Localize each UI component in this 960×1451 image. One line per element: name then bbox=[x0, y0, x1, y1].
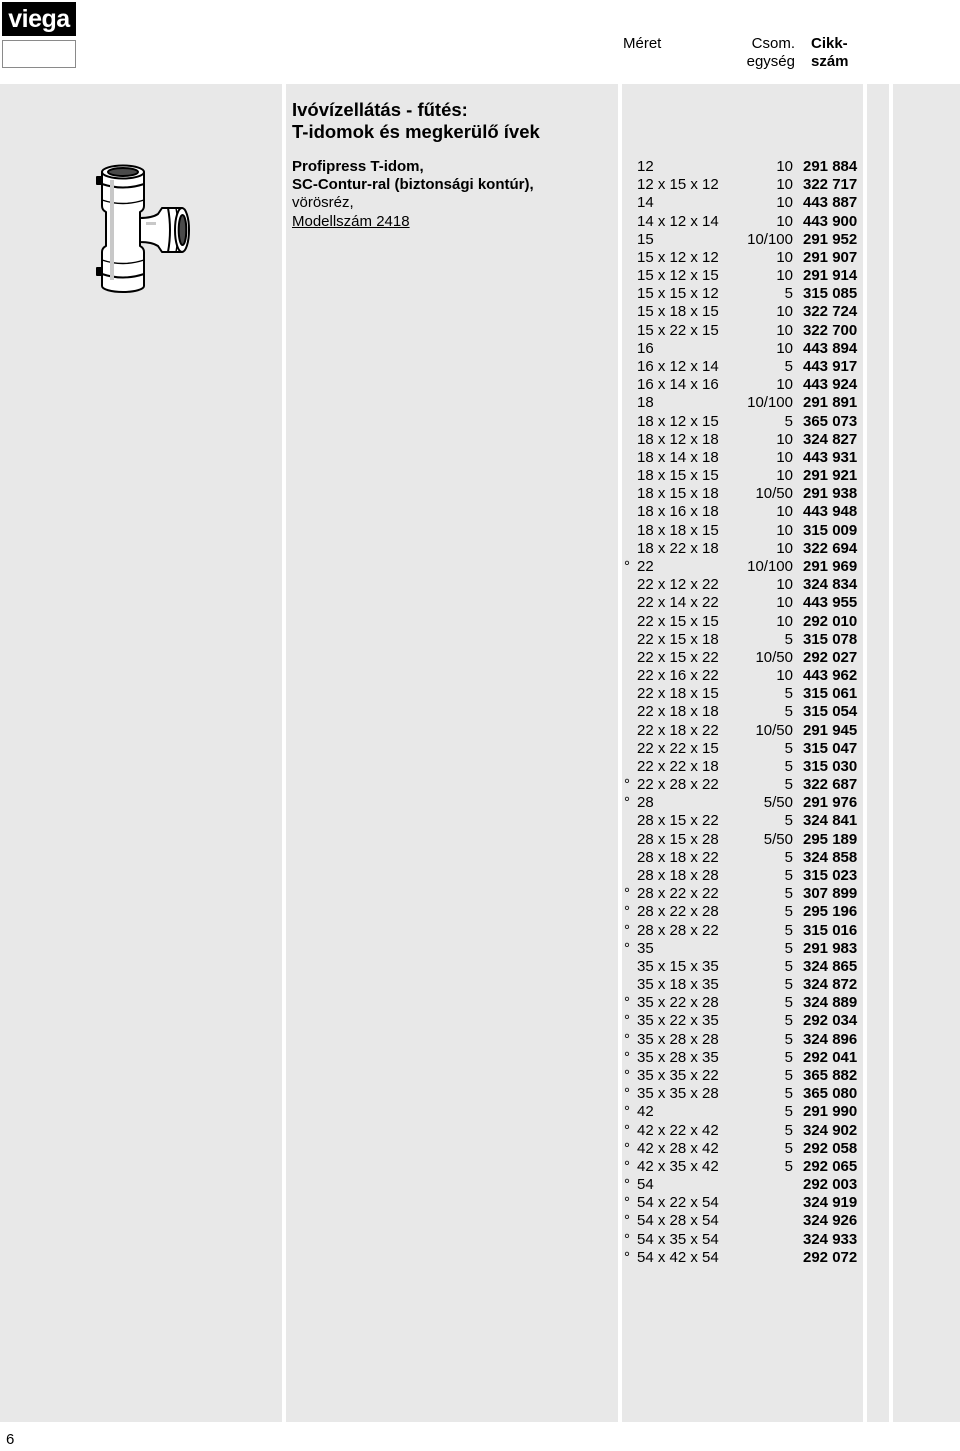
table-row bbox=[620, 703, 862, 721]
table-row bbox=[620, 1049, 862, 1067]
table-row bbox=[620, 231, 862, 249]
size-value: 14 bbox=[637, 194, 654, 212]
table-row bbox=[620, 394, 862, 412]
table-row bbox=[620, 1176, 862, 1194]
pack-unit-value: 5 bbox=[784, 1157, 793, 1175]
pack-unit-value: 5 bbox=[784, 285, 793, 303]
size-value: 54 bbox=[637, 1176, 654, 1194]
table-row bbox=[620, 976, 862, 994]
size-mark: ° bbox=[624, 1230, 630, 1248]
article-number: 291 969 bbox=[803, 557, 858, 575]
article-number: 292 041 bbox=[803, 1048, 858, 1066]
table-row bbox=[620, 631, 862, 649]
size-value: 28 x 15 x 22 bbox=[637, 812, 719, 830]
size-mark: ° bbox=[624, 885, 630, 903]
pack-unit-value: 10/50 bbox=[755, 485, 793, 503]
table-row bbox=[620, 1067, 862, 1085]
article-number: 292 010 bbox=[803, 612, 858, 630]
pack-unit-value: 10 bbox=[776, 539, 793, 557]
size-value: 28 x 15 x 28 bbox=[637, 830, 719, 848]
table-row bbox=[620, 1194, 862, 1212]
table-row bbox=[620, 1122, 862, 1140]
pack-unit-value: 10 bbox=[776, 521, 793, 539]
size-value: 35 bbox=[637, 939, 654, 957]
size-mark: ° bbox=[624, 1048, 630, 1066]
size-value: 42 x 35 x 42 bbox=[637, 1157, 719, 1175]
pack-unit-value: 10 bbox=[776, 503, 793, 521]
table-row bbox=[620, 903, 862, 921]
size-mark: ° bbox=[624, 794, 630, 812]
article-number: 292 034 bbox=[803, 1012, 858, 1030]
table-row bbox=[620, 213, 862, 231]
table-row bbox=[620, 1231, 862, 1249]
size-mark: ° bbox=[624, 1194, 630, 1212]
table-row bbox=[620, 540, 862, 558]
size-mark: ° bbox=[624, 1139, 630, 1157]
table-row bbox=[620, 831, 862, 849]
pack-unit-value: 5 bbox=[784, 776, 793, 794]
pack-unit-value: 10 bbox=[776, 576, 793, 594]
pack-unit-value: 5 bbox=[784, 903, 793, 921]
product-name-line1: Profipress T-idom, bbox=[292, 158, 424, 175]
size-value: 35 x 28 x 28 bbox=[637, 1030, 719, 1048]
size-value: 15 x 18 x 15 bbox=[637, 303, 719, 321]
size-value: 18 x 15 x 15 bbox=[637, 467, 719, 485]
size-value: 35 x 28 x 35 bbox=[637, 1048, 719, 1066]
article-number: 291 976 bbox=[803, 794, 858, 812]
size-value: 22 x 22 x 18 bbox=[637, 757, 719, 775]
size-mark: ° bbox=[624, 1157, 630, 1175]
size-mark: ° bbox=[624, 1176, 630, 1194]
pack-unit-value: 5/50 bbox=[763, 794, 793, 812]
size-value: 14 x 12 x 14 bbox=[637, 212, 719, 230]
size-value: 28 x 28 x 22 bbox=[637, 921, 719, 939]
size-value: 22 x 16 x 22 bbox=[637, 667, 719, 685]
article-number: 322 717 bbox=[803, 176, 858, 194]
table-row bbox=[620, 376, 862, 394]
size-value: 35 x 18 x 35 bbox=[637, 976, 719, 994]
size-value: 54 x 42 x 54 bbox=[637, 1248, 719, 1266]
article-number: 291 938 bbox=[803, 485, 858, 503]
pack-unit-value: 5 bbox=[784, 1048, 793, 1066]
size-mark: ° bbox=[624, 903, 630, 921]
table-row bbox=[620, 594, 862, 612]
pack-unit-value: 5 bbox=[784, 630, 793, 648]
pack-unit-value: 10 bbox=[776, 430, 793, 448]
size-value: 18 x 16 x 18 bbox=[637, 503, 719, 521]
pack-unit-value: 5 bbox=[784, 757, 793, 775]
pack-unit-value: 5 bbox=[784, 739, 793, 757]
table-row bbox=[620, 176, 862, 194]
size-value: 35 x 22 x 35 bbox=[637, 1012, 719, 1030]
article-number: 315 085 bbox=[803, 285, 858, 303]
table-row bbox=[620, 558, 862, 576]
size-mark: ° bbox=[624, 994, 630, 1012]
size-value: 18 x 14 x 18 bbox=[637, 448, 719, 466]
table-row bbox=[620, 740, 862, 758]
article-number: 365 882 bbox=[803, 1067, 858, 1084]
article-number: 295 189 bbox=[803, 830, 858, 848]
article-number: 443 887 bbox=[803, 194, 858, 212]
article-number: 324 926 bbox=[803, 1212, 858, 1230]
pack-unit-value: 10/100 bbox=[747, 394, 793, 412]
section-title bbox=[292, 99, 540, 143]
table-row bbox=[620, 1031, 862, 1049]
table-row bbox=[620, 776, 862, 794]
size-value: 42 bbox=[637, 1103, 654, 1121]
table-row bbox=[620, 249, 862, 267]
table-row bbox=[620, 685, 862, 703]
pack-unit-value: 10 bbox=[776, 594, 793, 612]
article-number: 291 952 bbox=[803, 230, 858, 248]
article-number: 292 065 bbox=[803, 1157, 858, 1175]
article-number: 443 931 bbox=[803, 448, 858, 466]
size-value: 18 x 12 x 18 bbox=[637, 430, 719, 448]
table-row bbox=[620, 194, 862, 212]
pack-unit-value: 10 bbox=[776, 212, 793, 230]
size-value: 22 x 18 x 15 bbox=[637, 685, 719, 703]
pack-unit-value: 5 bbox=[784, 1012, 793, 1030]
pack-unit-value: 5 bbox=[784, 685, 793, 703]
article-number: 443 955 bbox=[803, 594, 858, 612]
column-divider bbox=[282, 84, 286, 1422]
table-row bbox=[620, 431, 862, 449]
pack-unit-value: 5 bbox=[784, 939, 793, 957]
article-number: 291 907 bbox=[803, 248, 858, 266]
pack-unit-value: 10 bbox=[776, 176, 793, 194]
column-header-size bbox=[623, 35, 661, 53]
column-header-pack-line1: Csom. bbox=[751, 35, 795, 52]
table-row bbox=[620, 885, 862, 903]
table-row bbox=[620, 158, 862, 176]
pack-unit-value: 10 bbox=[776, 158, 793, 175]
pack-unit-value: 5 bbox=[784, 867, 793, 885]
size-mark: ° bbox=[624, 1085, 630, 1103]
size-value: 35 x 15 x 35 bbox=[637, 957, 719, 975]
pack-unit-value: 10 bbox=[776, 194, 793, 212]
column-divider bbox=[889, 84, 893, 1422]
article-number: 324 872 bbox=[803, 976, 858, 994]
size-mark: ° bbox=[624, 1248, 630, 1266]
section-title-line2: T-idomok és megkerülő ívek bbox=[292, 121, 540, 142]
pack-unit-value: 5 bbox=[784, 921, 793, 939]
article-number: 365 080 bbox=[803, 1085, 858, 1103]
size-value: 22 x 28 x 22 bbox=[637, 776, 719, 794]
pack-unit-value: 5/50 bbox=[763, 830, 793, 848]
pack-unit-value: 10/50 bbox=[755, 648, 793, 666]
size-mark: ° bbox=[624, 1030, 630, 1048]
article-number: 322 700 bbox=[803, 321, 858, 339]
table-row bbox=[620, 576, 862, 594]
article-number: 307 899 bbox=[803, 885, 858, 903]
size-value: 42 x 22 x 42 bbox=[637, 1121, 719, 1139]
size-mark: ° bbox=[624, 1121, 630, 1139]
pack-unit-value: 5 bbox=[784, 1030, 793, 1048]
table-row bbox=[620, 1212, 862, 1230]
article-number: 324 841 bbox=[803, 812, 858, 830]
viega-logo bbox=[2, 2, 76, 36]
table-row bbox=[620, 303, 862, 321]
article-number: 295 196 bbox=[803, 903, 858, 921]
size-value: 22 x 15 x 15 bbox=[637, 612, 719, 630]
size-mark: ° bbox=[624, 1212, 630, 1230]
pack-unit-value: 5 bbox=[784, 885, 793, 903]
article-number: 365 073 bbox=[803, 412, 858, 430]
logo-sub-box bbox=[2, 40, 76, 68]
size-value: 22 x 22 x 15 bbox=[637, 739, 719, 757]
article-number: 443 948 bbox=[803, 503, 858, 521]
table-row bbox=[620, 1249, 862, 1267]
table-row bbox=[620, 994, 862, 1012]
pack-unit-value: 5 bbox=[784, 994, 793, 1012]
size-value: 16 x 14 x 16 bbox=[637, 376, 719, 394]
pack-unit-value: 10/100 bbox=[747, 230, 793, 248]
table-row bbox=[620, 613, 862, 631]
table-row bbox=[620, 1103, 862, 1121]
pack-unit-value: 10 bbox=[776, 339, 793, 357]
table-row bbox=[620, 940, 862, 958]
pack-unit-value: 10 bbox=[776, 612, 793, 630]
table-row bbox=[620, 1158, 862, 1176]
size-value: 15 bbox=[637, 230, 654, 248]
product-model-number: Modellszám 2418 bbox=[292, 212, 410, 230]
pack-unit-value: 10 bbox=[776, 448, 793, 466]
pack-unit-value: 10 bbox=[776, 303, 793, 321]
article-number: 324 889 bbox=[803, 994, 858, 1012]
size-value: 22 x 15 x 22 bbox=[637, 648, 719, 666]
article-number: 443 900 bbox=[803, 212, 858, 230]
table-row bbox=[620, 1085, 862, 1103]
pack-unit-value: 10 bbox=[776, 667, 793, 685]
size-mark: ° bbox=[624, 1103, 630, 1121]
size-value: 22 x 18 x 18 bbox=[637, 703, 719, 721]
size-value: 12 x 15 x 12 bbox=[637, 176, 719, 194]
size-value: 35 x 35 x 28 bbox=[637, 1085, 719, 1103]
size-value: 22 x 15 x 18 bbox=[637, 630, 719, 648]
size-value: 22 x 12 x 22 bbox=[637, 576, 719, 594]
article-number: 291 891 bbox=[803, 394, 858, 412]
size-mark: ° bbox=[624, 557, 630, 575]
size-value: 28 x 18 x 28 bbox=[637, 867, 719, 885]
article-number: 443 924 bbox=[803, 376, 858, 394]
size-value: 35 x 35 x 22 bbox=[637, 1067, 719, 1084]
article-number: 291 945 bbox=[803, 721, 858, 739]
column-header-article-line2: szám bbox=[811, 53, 849, 70]
article-number: 324 933 bbox=[803, 1230, 858, 1248]
article-number: 324 919 bbox=[803, 1194, 858, 1212]
table-row bbox=[620, 358, 862, 376]
article-number: 291 884 bbox=[803, 158, 858, 175]
article-number: 322 687 bbox=[803, 776, 858, 794]
logo-text: viega bbox=[8, 5, 70, 33]
article-number: 324 858 bbox=[803, 848, 858, 866]
table-row bbox=[620, 667, 862, 685]
size-value: 22 x 18 x 22 bbox=[637, 721, 719, 739]
article-number: 443 962 bbox=[803, 667, 858, 685]
size-value: 28 x 18 x 22 bbox=[637, 848, 719, 866]
article-number: 443 894 bbox=[803, 339, 858, 357]
size-value: 15 x 12 x 12 bbox=[637, 248, 719, 266]
article-number: 292 027 bbox=[803, 648, 858, 666]
article-number: 291 921 bbox=[803, 467, 858, 485]
table-row bbox=[620, 413, 862, 431]
size-value: 15 x 15 x 12 bbox=[637, 285, 719, 303]
pack-unit-value: 10 bbox=[776, 267, 793, 285]
size-value: 54 x 28 x 54 bbox=[637, 1212, 719, 1230]
pack-unit-value: 5 bbox=[784, 703, 793, 721]
table-row bbox=[620, 267, 862, 285]
table-row bbox=[620, 322, 862, 340]
size-mark: ° bbox=[624, 939, 630, 957]
pack-unit-value: 5 bbox=[784, 976, 793, 994]
article-table bbox=[620, 158, 862, 1278]
column-header-pack-unit bbox=[700, 35, 795, 71]
size-value: 15 x 22 x 15 bbox=[637, 321, 719, 339]
product-name-line2: SC-Contur-ral (biztonsági kontúr), bbox=[292, 176, 534, 194]
pack-unit-value: 5 bbox=[784, 357, 793, 375]
page-number: 6 bbox=[6, 1431, 15, 1448]
article-number: 324 834 bbox=[803, 576, 858, 594]
size-value: 12 bbox=[637, 158, 654, 175]
table-row bbox=[620, 958, 862, 976]
article-number: 315 061 bbox=[803, 685, 858, 703]
article-number: 315 023 bbox=[803, 867, 858, 885]
size-mark: ° bbox=[624, 776, 630, 794]
pack-unit-value: 10 bbox=[776, 248, 793, 266]
table-row bbox=[620, 285, 862, 303]
article-number: 315 078 bbox=[803, 630, 858, 648]
table-row bbox=[620, 522, 862, 540]
article-number: 291 914 bbox=[803, 267, 858, 285]
pack-unit-value: 5 bbox=[784, 812, 793, 830]
size-value: 54 x 22 x 54 bbox=[637, 1194, 719, 1212]
table-row bbox=[620, 1140, 862, 1158]
article-number: 324 896 bbox=[803, 1030, 858, 1048]
size-value: 15 x 12 x 15 bbox=[637, 267, 719, 285]
size-value: 16 x 12 x 14 bbox=[637, 357, 719, 375]
table-row bbox=[620, 722, 862, 740]
copper-t-fitting-icon bbox=[96, 160, 196, 295]
size-mark: ° bbox=[624, 1067, 630, 1084]
table-row bbox=[620, 503, 862, 521]
pack-unit-value: 10/50 bbox=[755, 721, 793, 739]
column-header-size-label: Méret bbox=[623, 35, 662, 52]
product-description bbox=[292, 158, 534, 231]
size-value: 28 x 22 x 28 bbox=[637, 903, 719, 921]
article-number: 315 054 bbox=[803, 703, 858, 721]
size-value: 28 bbox=[637, 794, 654, 812]
pack-unit-value: 5 bbox=[784, 1139, 793, 1157]
article-number: 292 003 bbox=[803, 1176, 858, 1194]
pack-unit-value: 5 bbox=[784, 1067, 793, 1084]
table-row bbox=[620, 649, 862, 667]
article-number: 315 009 bbox=[803, 521, 858, 539]
column-divider bbox=[863, 84, 867, 1422]
column-header-article-line1: Cikk- bbox=[811, 35, 848, 52]
article-number: 324 827 bbox=[803, 430, 858, 448]
article-number: 292 072 bbox=[803, 1248, 858, 1266]
article-number: 315 047 bbox=[803, 739, 858, 757]
pack-unit-value: 10 bbox=[776, 376, 793, 394]
article-number: 315 016 bbox=[803, 921, 858, 939]
table-row bbox=[620, 794, 862, 812]
size-value: 16 bbox=[637, 339, 654, 357]
table-row bbox=[620, 1012, 862, 1030]
table-row bbox=[620, 340, 862, 358]
size-value: 22 bbox=[637, 557, 654, 575]
size-mark: ° bbox=[624, 921, 630, 939]
size-value: 22 x 14 x 22 bbox=[637, 594, 719, 612]
article-number: 324 865 bbox=[803, 957, 858, 975]
pack-unit-value: 5 bbox=[784, 957, 793, 975]
pack-unit-value: 5 bbox=[784, 412, 793, 430]
size-value: 18 x 15 x 18 bbox=[637, 485, 719, 503]
pack-unit-value: 5 bbox=[784, 1103, 793, 1121]
table-row bbox=[620, 758, 862, 776]
product-material: vörösréz, bbox=[292, 194, 354, 212]
article-number: 292 058 bbox=[803, 1139, 858, 1157]
article-number: 322 694 bbox=[803, 539, 858, 557]
table-row bbox=[620, 467, 862, 485]
article-number: 322 724 bbox=[803, 303, 858, 321]
size-value: 28 x 22 x 22 bbox=[637, 885, 719, 903]
article-number: 315 030 bbox=[803, 757, 858, 775]
size-value: 18 x 22 x 18 bbox=[637, 539, 719, 557]
size-value: 35 x 22 x 28 bbox=[637, 994, 719, 1012]
size-value: 54 x 35 x 54 bbox=[637, 1230, 719, 1248]
size-mark: ° bbox=[624, 1012, 630, 1030]
article-number: 291 990 bbox=[803, 1103, 858, 1121]
pack-unit-value: 5 bbox=[784, 1085, 793, 1103]
pack-unit-value: 10/100 bbox=[747, 557, 793, 575]
size-value: 18 x 12 x 15 bbox=[637, 412, 719, 430]
table-row bbox=[620, 922, 862, 940]
size-value: 42 x 28 x 42 bbox=[637, 1139, 719, 1157]
size-value: 18 x 18 x 15 bbox=[637, 521, 719, 539]
table-row bbox=[620, 449, 862, 467]
pack-unit-value: 5 bbox=[784, 848, 793, 866]
article-number: 443 917 bbox=[803, 357, 858, 375]
column-header-article-number bbox=[811, 35, 849, 71]
table-row bbox=[620, 485, 862, 503]
section-title-line1: Ivóvízellátás - fűtés: bbox=[292, 99, 468, 120]
size-value: 18 bbox=[637, 394, 654, 412]
pack-unit-value: 10 bbox=[776, 321, 793, 339]
article-number: 291 983 bbox=[803, 939, 858, 957]
pack-unit-value: 5 bbox=[784, 1121, 793, 1139]
table-row bbox=[620, 812, 862, 830]
article-number: 324 902 bbox=[803, 1121, 858, 1139]
pack-unit-value: 10 bbox=[776, 467, 793, 485]
table-row bbox=[620, 849, 862, 867]
column-header-pack-line2: egység bbox=[746, 53, 795, 70]
table-row bbox=[620, 867, 862, 885]
